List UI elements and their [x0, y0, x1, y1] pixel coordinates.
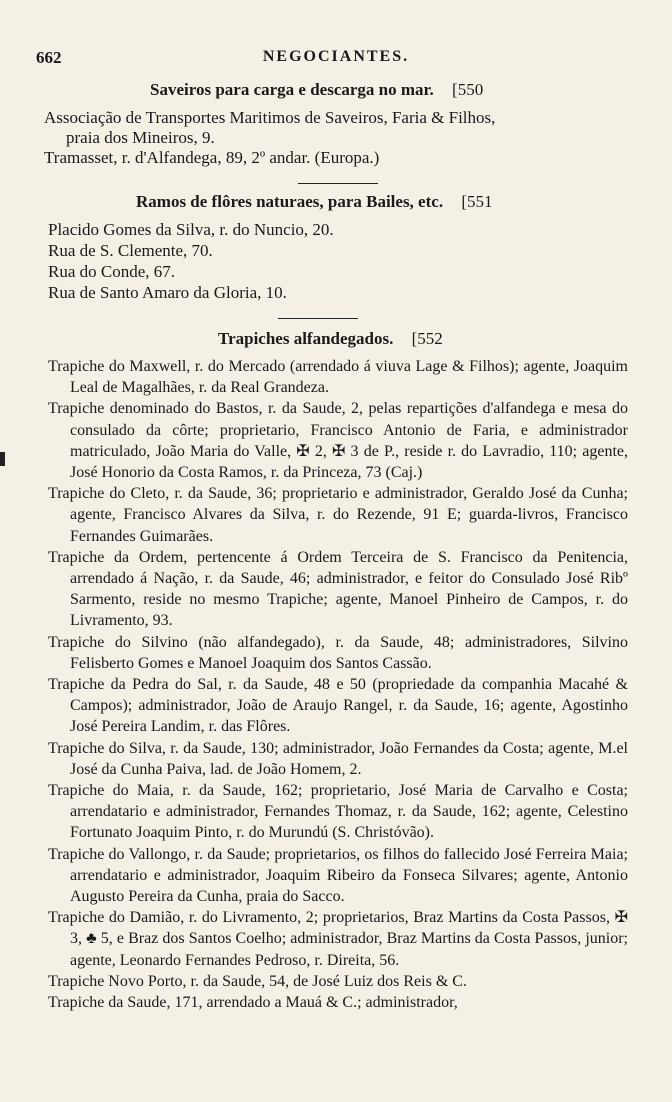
section-code: [552	[411, 329, 443, 348]
list-item: Trapiche da Pedra do Sal, r. da Saude, 48 e 50 (propriedade da companhia Macahé & Campos); administrador, João de Araujo Rangel, r. da Saude, 16; agente, Agostinho José Pereira Landim, r. das Flôres.	[48, 676, 628, 736]
list-item: Trapiche do Silva, r. da Saude, 130; administrador, João Fernandes da Costa; agente, M.el José da Cunha Paiva, lad. de João Homem, 2.	[48, 739, 628, 778]
list-item: Trapiche do Damião, r. do Livramento, 2; proprietarios, Braz Martins da Costa Passos, ✠ 3, ♣ 5, e Braz dos Santos Coelho; administrador, Braz Martins da Costa Passos, junior; agente, Leonardo Fernandes Pedroso, r. Direita, 56.	[48, 909, 628, 969]
section-title: Trapiches alfandegados.	[218, 329, 394, 348]
list-item: Trapiche do Vallongo, r. da Saude; proprietarios, os filhos do fallecido José Ferreira Maia; arrendatario e administrador, Joaquim Ribeiro da Fonseca Silvares; agente, Antonio Augusto Pereira da Cunha, praia do Sacco.	[48, 845, 628, 906]
list-item: Trapiche da Ordem, pertencente á Ordem Terceira de S. Francisco da Penitencia, arrendado á Nação, r. da Saude, 46; administrador, e feitor do Consulado José Ribº Sarmento, reside no mesmo Trapiche; agente, Manoel Pinheiro de Campos, r. do Livramento, 93.	[48, 548, 628, 630]
section-code: [551	[461, 192, 493, 211]
list-item: Trapiche denominado do Bastos, r. da Saude, 2, pelas repartições d'alfandega e mesa do consulado da côrte; proprietario, Francisco Antonio de Faria, e administrador matriculado, João Maria do Valle, ✠ 2, ✠ 3 de P., reside r. do Lavradio, 110; agente, José Honorio da Costa Ramos, r. da Princeza, 73 (Caj.)	[48, 400, 628, 482]
section-title: Saveiros para carga e descarga no mar.	[150, 80, 434, 99]
section-divider	[298, 183, 378, 184]
list-item: Trapiche do Cleto, r. da Saude, 36; proprietario e administrador, Geraldo José da Cunha; agente, Francisco Alvares da Silva, r. do Rezende, 91 E; guarda-livros, Francisco Fernandes Guimarães.	[48, 485, 628, 545]
page-header	[36, 48, 636, 72]
entry-line: Rua de Santo Amaro da Gloria, 10.	[48, 283, 287, 302]
list-item: Trapiche da Saude, 171, arrendado a Mauá & C.; administrador,	[48, 994, 458, 1012]
margin-mark	[0, 452, 5, 466]
list-item: Trapiche Novo Porto, r. da Saude, 54, de José Luiz dos Reis & C.	[48, 972, 467, 990]
section-divider	[278, 318, 358, 319]
entry-line: praia dos Mineiros, 9.	[66, 128, 215, 147]
list-item: Trapiche do Maxwell, r. do Mercado (arrendado á viuva Lage & Filhos); agente, Joaquim Leal de Magalhães, r. da Real Grandeza.	[48, 358, 628, 397]
trapiches-list	[48, 356, 628, 1013]
list-item: Trapiche do Maia, r. da Saude, 162; proprietario, José Maria de Carvalho e Costa; arrendatario e administrador, Fernandes Thomaz, r. da Saude, 162; agente, Celestino Fortunato Joaquim Pinto, r. do Murundú (S. Christóvão).	[48, 782, 628, 842]
entry-line: Rua do Conde, 67.	[48, 262, 176, 281]
entry-line: Tramasset, r. d'Alfandega, 89, 2º andar. (Europa.)	[44, 148, 380, 167]
section-heading-551	[136, 192, 492, 212]
page-number: 662	[36, 48, 62, 67]
section-heading-552	[218, 329, 443, 349]
running-title: NEGOCIANTES.	[262, 48, 410, 65]
section-code: [550	[452, 80, 484, 99]
entry-line: Placido Gomes da Silva, r. do Nuncio, 20.	[48, 220, 334, 239]
list-item: Trapiche do Silvino (não alfandegado), r. da Saude, 48; administradores, Silvino Felisberto Gomes e Manoel Joaquim dos Santos Cassão.	[48, 633, 628, 672]
section-title: Ramos de flôres naturaes, para Bailes, etc.	[136, 192, 444, 211]
section-heading-550	[150, 80, 483, 100]
entry-line: Rua de S. Clemente, 70.	[48, 241, 213, 260]
entry-line: Associação de Transportes Maritimos de Saveiros, Faria & Filhos,	[44, 108, 496, 127]
